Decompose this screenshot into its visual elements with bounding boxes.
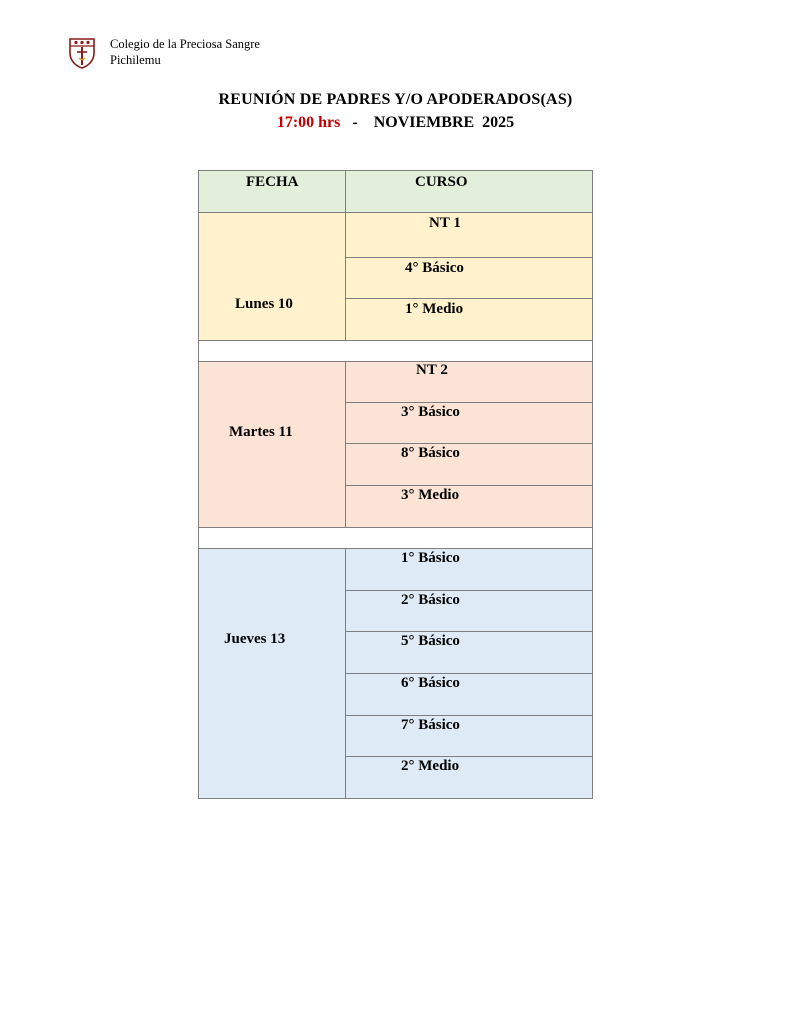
meeting-month: NOVIEMBRE 2025 — [373, 114, 515, 131]
curso-label: NT 1 — [429, 215, 461, 231]
document-subtitle — [0, 114, 791, 132]
curso-cell — [345, 673, 593, 716]
schedule-table — [198, 170, 593, 799]
school-header — [68, 36, 388, 72]
curso-cell — [345, 298, 593, 341]
school-city: Pichilemu — [110, 53, 161, 67]
curso-cell — [345, 715, 593, 757]
curso-label: 2° Básico — [401, 592, 460, 608]
curso-label: 5° Básico — [401, 633, 460, 649]
curso-label: 4° Básico — [405, 260, 464, 276]
fecha-cell-jueves — [198, 548, 346, 799]
curso-label: 3° Básico — [401, 404, 460, 420]
curso-cell — [345, 443, 593, 486]
curso-cell — [345, 590, 593, 632]
subtitle-separator: - — [340, 114, 374, 131]
curso-label: 7° Básico — [401, 717, 460, 733]
curso-cell — [345, 212, 593, 258]
fecha-label: Martes 11 — [229, 424, 293, 440]
meeting-time: 17:00 hrs — [276, 114, 341, 131]
header-fecha: FECHA — [246, 174, 299, 190]
fecha-cell-martes — [198, 361, 346, 528]
fecha-label: Lunes 10 — [235, 296, 293, 312]
curso-cell — [345, 485, 593, 528]
document-title: REUNIÓN DE PADRES Y/O APODERADOS(AS) — [218, 91, 573, 108]
fecha-label: Jueves 13 — [224, 631, 286, 647]
header-cell-fecha — [198, 170, 346, 213]
curso-label: 2° Medio — [401, 758, 460, 774]
curso-cell — [345, 361, 593, 403]
fecha-cell-lunes — [198, 212, 346, 341]
curso-label: 6° Básico — [401, 675, 460, 691]
curso-label: 1° Básico — [401, 550, 460, 566]
curso-cell — [345, 756, 593, 799]
curso-label: 1° Medio — [405, 301, 464, 317]
curso-label: NT 2 — [416, 362, 448, 378]
curso-cell — [345, 548, 593, 591]
curso-cell — [345, 402, 593, 444]
school-name: Colegio de la Preciosa Sangre — [110, 37, 260, 51]
curso-label: 3° Medio — [401, 487, 460, 503]
curso-cell — [345, 631, 593, 674]
curso-label: 8° Básico — [401, 445, 460, 461]
header-curso: CURSO — [415, 174, 468, 190]
school-crest-icon — [68, 37, 96, 69]
curso-cell — [345, 257, 593, 299]
row-separator — [198, 340, 593, 362]
header-cell-curso — [345, 170, 593, 213]
row-separator — [198, 527, 593, 549]
